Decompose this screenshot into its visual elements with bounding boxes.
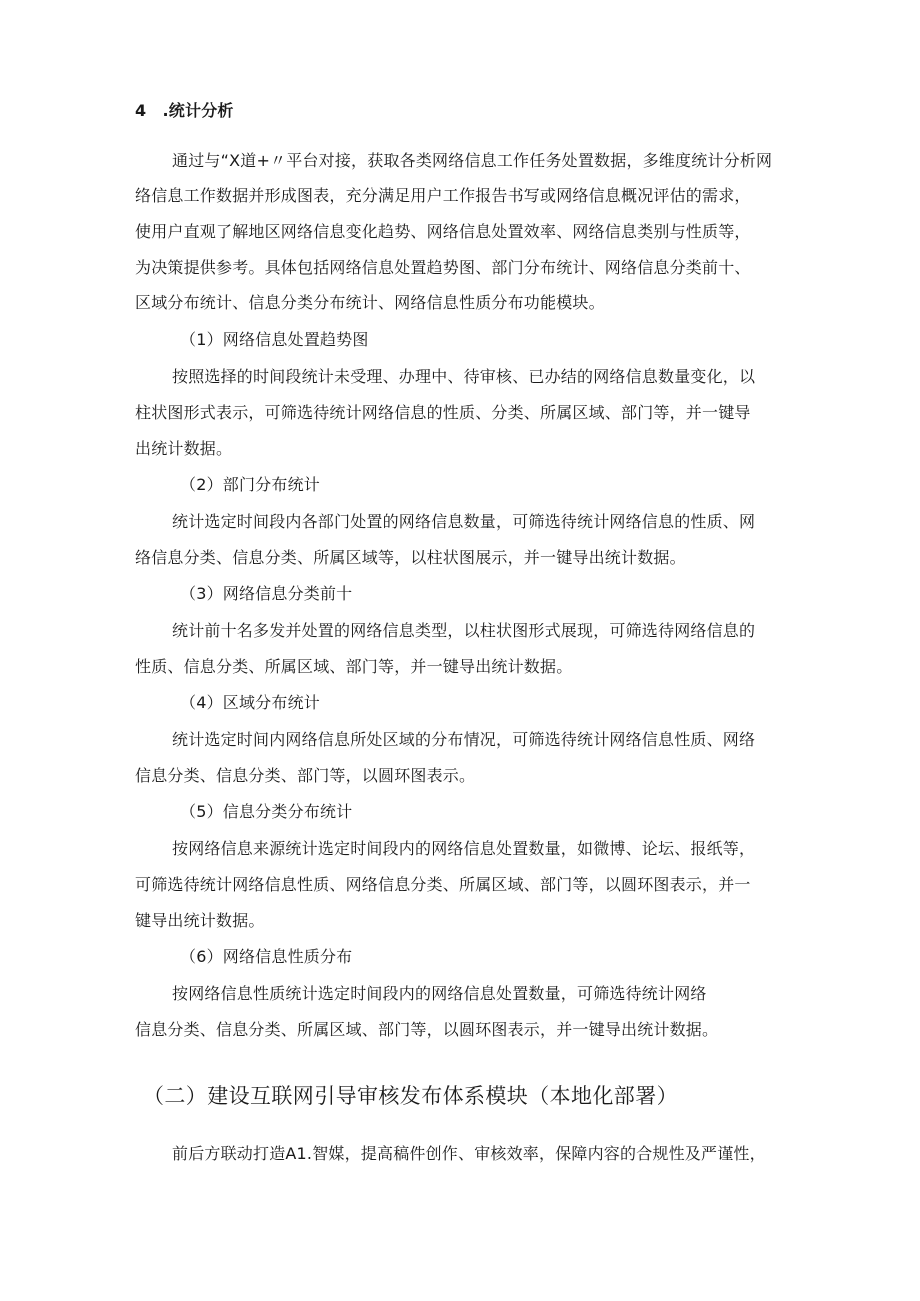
item-body-line: 统计前十名多发并处置的网络信息类型，以柱状图形式展现，可筛选待网络信息的 bbox=[172, 621, 756, 640]
item-title-trend-chart: （1）网络信息处置趋势图 bbox=[180, 330, 369, 349]
item-title-info-category-distribution: （5）信息分类分布统计 bbox=[180, 802, 353, 821]
item-title-department-distribution: （2）部门分布统计 bbox=[180, 475, 320, 494]
section-heading: 4 .统计分析 bbox=[135, 101, 234, 120]
item-body-line: 柱状图形式表示，可筛选待统计网络信息的性质、分类、所属区域、部门等，并一键导 bbox=[135, 403, 751, 422]
item-body-line: 键导出统计数据。 bbox=[135, 911, 265, 930]
intro-line: 区域分布统计、信息分类分布统计、网络信息性质分布功能模块。 bbox=[135, 293, 605, 312]
intro-line: 使用户直观了解地区网络信息变化趋势、网络信息处置效率、网络信息类别与性质等， bbox=[135, 222, 751, 241]
item-body-line: 信息分类、信息分类、所属区域、部门等，以圆环图表示，并一键导出统计数据。 bbox=[135, 1020, 719, 1039]
chapter-body-line: 前后方联动打造A1.智媒，提高稿件创作、审核效率，保障内容的合规性及严谨性， bbox=[172, 1144, 766, 1163]
intro-line: 络信息工作数据并形成图表，充分满足用户工作报告书写或网络信息概况评估的需求， bbox=[135, 186, 751, 205]
item-body-line: 络信息分类、信息分类、所属区域等，以柱状图展示，并一键导出统计数据。 bbox=[135, 548, 686, 567]
item-title-nature-distribution: （6）网络信息性质分布 bbox=[180, 947, 353, 966]
item-body-line: 可筛选待统计网络信息性质、网络信息分类、所属区域、部门等，以圆环图表示，并一 bbox=[135, 875, 751, 894]
item-body-line: 按网络信息来源统计选定时间段内的网络信息处置数量，如微博、论坛、报纸等， bbox=[172, 839, 756, 858]
intro-line: 为决策提供参考。具体包括网络信息处置趋势图、部门分布统计、网络信息分类前十、 bbox=[135, 258, 751, 277]
chapter-heading: （二）建设互联网引导审核发布体系模块（本地化部署） bbox=[143, 1084, 678, 1108]
item-body-line: 按照选择的时间段统计未受理、办理中、待审核、已办结的网络信息数量变化，以 bbox=[172, 367, 756, 386]
item-body-line: 性质、信息分类、所属区域、部门等，并一键导出统计数据。 bbox=[135, 657, 573, 676]
item-title-region-distribution: （4）区域分布统计 bbox=[180, 693, 320, 712]
item-body-line: 统计选定时间内网络信息所处区域的分布情况，可筛选待统计网络信息性质、网络 bbox=[172, 730, 756, 749]
item-body-line: 信息分类、信息分类、部门等，以圆环图表示。 bbox=[135, 766, 476, 785]
intro-line: 通过与“X道+〃平台对接，获取各类网络信息工作任务处置数据，多维度统计分析网 bbox=[172, 151, 773, 170]
item-title-category-top10: （3）网络信息分类前十 bbox=[180, 584, 353, 603]
item-body-line: 统计选定时间段内各部门处置的网络信息数量，可筛选待统计网络信息的性质、网 bbox=[172, 512, 756, 531]
item-body-line: 按网络信息性质统计选定时间段内的网络信息处置数量，可筛选待统计网络 bbox=[172, 984, 707, 1003]
item-body-line: 出统计数据。 bbox=[135, 439, 233, 458]
